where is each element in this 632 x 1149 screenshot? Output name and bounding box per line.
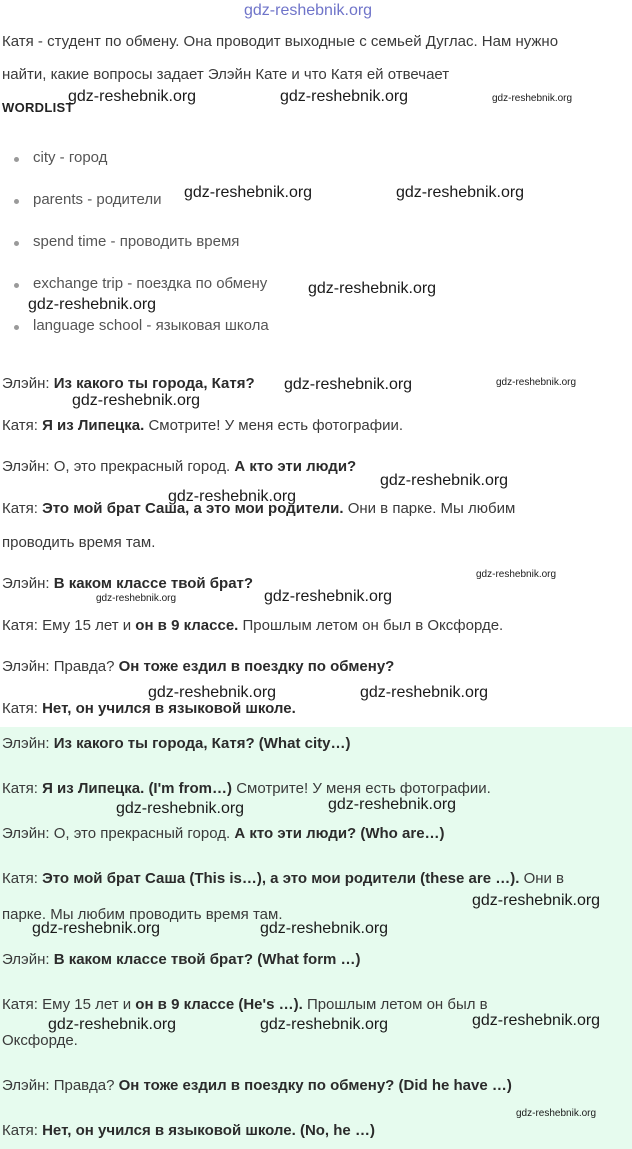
watermark-text: gdz-reshebnik.org xyxy=(116,800,245,817)
answer-bold: Он тоже ездил в поездку по обмену? (Did he have …) xyxy=(118,1077,512,1094)
watermark-text: gdz-reshebnik.org xyxy=(96,593,177,604)
speaker: Катя: xyxy=(2,870,38,887)
watermark-text: gdz-reshebnik.org xyxy=(264,588,393,605)
watermark-text: gdz-reshebnik.org xyxy=(260,1016,389,1033)
speaker: Элэйн: xyxy=(2,735,50,752)
answer-continuation: парке. Мы любим проводить время там. xyxy=(2,906,283,923)
watermark-text: gdz-reshebnik.org xyxy=(68,88,197,105)
dialogue-bold: Я из Липецка. xyxy=(42,417,145,434)
dialogue-bold: А кто эти люди? xyxy=(234,458,357,475)
dialogue-line xyxy=(2,700,296,717)
watermark-text: gdz-reshebnik.org xyxy=(396,184,525,201)
dialogue-line xyxy=(2,658,394,675)
watermark-text: gdz-reshebnik.org xyxy=(284,376,413,393)
dialogue-bold: Из какого ты города, Катя? xyxy=(53,375,255,392)
answer-bold: Нет, он учился в языковой школе. (No, he …) xyxy=(42,1122,375,1139)
dialogue-text: Смотрите! У меня есть фотографии. xyxy=(148,417,404,434)
dialogue-continuation: проводить время там. xyxy=(2,534,156,551)
answer-text: Прошлым летом он был в xyxy=(306,996,488,1013)
speaker: Катя: xyxy=(2,780,38,797)
answer-bold: А кто эти люди? (Who are…) xyxy=(234,825,445,842)
bullet-icon xyxy=(14,199,19,204)
speaker: Катя: xyxy=(2,1122,38,1139)
speaker: Элэйн: xyxy=(2,375,50,392)
watermark-text: gdz-reshebnik.org xyxy=(280,88,409,105)
speaker: Катя: xyxy=(2,700,38,717)
speaker: Катя: xyxy=(2,500,38,517)
speaker: Элэйн: xyxy=(2,575,50,592)
answer-bold: Это мой брат Саша (This is…), а это мои родители (these are …). xyxy=(42,870,520,887)
answer-line xyxy=(2,825,445,842)
watermark-text: gdz-reshebnik.org xyxy=(496,377,577,388)
watermark-text: gdz-reshebnik.org xyxy=(72,392,201,409)
watermark-text: gdz-reshebnik.org xyxy=(148,684,277,701)
dialogue-line xyxy=(2,617,503,634)
watermark-text: gdz-reshebnik.org xyxy=(472,892,601,909)
speaker: Элэйн: xyxy=(2,458,50,475)
dialogue-bold: В каком классе твой брат? xyxy=(53,575,254,592)
answer-line xyxy=(2,996,488,1013)
watermark-text: gdz-reshebnik.org xyxy=(308,280,437,297)
answer-text: Они в xyxy=(523,870,565,887)
watermark-text: gdz-reshebnik.org xyxy=(492,93,573,104)
answer-line xyxy=(2,1077,512,1094)
watermark-text: gdz-reshebnik.org xyxy=(360,684,489,701)
wordlist-heading: WORDLIST xyxy=(2,100,74,115)
dialogue-line xyxy=(2,458,356,475)
speaker: Элэйн: xyxy=(2,951,50,968)
watermark-text: gdz-reshebnik.org xyxy=(260,920,389,937)
answer-line xyxy=(2,951,361,968)
watermark-text: gdz-reshebnik.org xyxy=(380,472,509,489)
wordlist-item: language school - языковая школа xyxy=(33,317,269,334)
bullet-icon xyxy=(14,325,19,330)
answer-bold: Из какого ты города, Катя? (What city…) xyxy=(53,735,351,752)
answer-line xyxy=(2,735,350,752)
bullet-icon xyxy=(14,283,19,288)
dialogue-line xyxy=(2,375,255,392)
intro-line-2: найти, какие вопросы задает Элэйн Кате и что Катя ей отвечает xyxy=(2,66,450,83)
dialogue-text: Ему 15 лет и xyxy=(42,617,132,634)
watermark-text: gdz-reshebnik.org xyxy=(244,2,373,19)
dialogue-text: Они в парке. Мы любим xyxy=(347,500,516,517)
dialogue-text: Прошлым летом он был в Оксфорде. xyxy=(242,617,504,634)
answer-line xyxy=(2,780,491,797)
dialogue-line xyxy=(2,417,403,434)
answer-bold: В каком классе твой брат? (What form …) xyxy=(53,951,361,968)
dialogue-text: О, это прекрасный город. xyxy=(53,458,231,475)
watermark-text: gdz-reshebnik.org xyxy=(476,569,557,580)
speaker: Элэйн: xyxy=(2,825,50,842)
wordlist-item: city - город xyxy=(33,149,108,166)
speaker: Катя: xyxy=(2,417,38,434)
speaker: Катя: xyxy=(2,996,38,1013)
dialogue-bold: он в 9 классе. xyxy=(135,617,239,634)
watermark-text: gdz-reshebnik.org xyxy=(28,296,157,313)
wordlist-item: exchange trip - поездка по обмену xyxy=(33,275,268,292)
answer-bold: Я из Липецка. (I'm from…) xyxy=(42,780,233,797)
bullet-icon xyxy=(14,241,19,246)
answer-bold: он в 9 классе (He's …). xyxy=(135,996,303,1013)
answer-line xyxy=(2,1122,375,1139)
answer-text: Правда? xyxy=(53,1077,115,1094)
watermark-text: gdz-reshebnik.org xyxy=(516,1108,597,1119)
answer-continuation: Оксфорде. xyxy=(2,1032,78,1049)
bullet-icon xyxy=(14,157,19,162)
speaker: Элэйн: xyxy=(2,658,50,675)
watermark-text: gdz-reshebnik.org xyxy=(472,1012,601,1029)
answer-text: О, это прекрасный город. xyxy=(53,825,231,842)
watermark-text: gdz-reshebnik.org xyxy=(184,184,313,201)
answer-line xyxy=(2,870,564,887)
watermark-text: gdz-reshebnik.org xyxy=(48,1016,177,1033)
wordlist-item: parents - родители xyxy=(33,191,162,208)
dialogue-bold: Нет, он учился в языковой школе. xyxy=(42,700,296,717)
speaker: Элэйн: xyxy=(2,1077,50,1094)
intro-line-1: Катя - студент по обмену. Она проводит выходные с семьей Дуглас. Нам нужно xyxy=(2,33,559,50)
answer-text: Ему 15 лет и xyxy=(42,996,132,1013)
watermark-text: gdz-reshebnik.org xyxy=(168,488,297,505)
wordlist-item: spend time - проводить время xyxy=(33,233,240,250)
dialogue-text: Правда? xyxy=(53,658,115,675)
watermark-text: gdz-reshebnik.org xyxy=(32,920,161,937)
dialogue-line xyxy=(2,575,253,592)
answer-text: Смотрите! У меня есть фотографии. xyxy=(236,780,491,797)
dialogue-bold: Он тоже ездил в поездку по обмену? xyxy=(118,658,395,675)
watermark-text: gdz-reshebnik.org xyxy=(328,796,457,813)
speaker: Катя: xyxy=(2,617,38,634)
dialogue-bold: Это мой брат Саша, а это мои родители. xyxy=(42,500,344,517)
